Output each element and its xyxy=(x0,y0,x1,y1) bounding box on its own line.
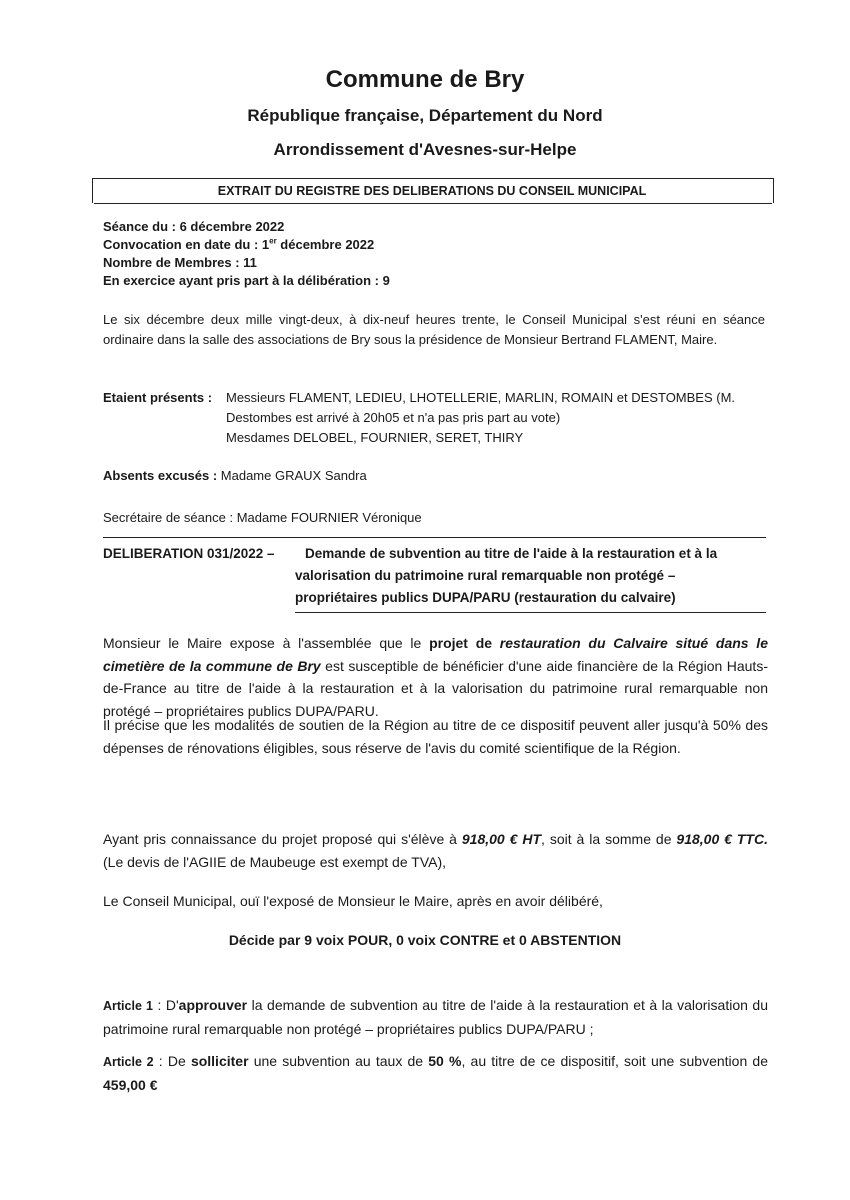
montant-ht: 918,00 € HT xyxy=(461,831,542,847)
convocation-prefix: Convocation en date du : 1 xyxy=(103,237,270,252)
absents-value: Madame GRAUX Sandra xyxy=(217,468,367,483)
deliberation-bottom-rule xyxy=(295,612,766,613)
article-1-verb: approuver xyxy=(178,997,248,1013)
deliberation-title-line-2: valorisation du patrimoine rural remarquable non protégé – xyxy=(295,568,676,583)
article-1-text-a: : D' xyxy=(152,997,179,1013)
convocation-sup: er xyxy=(269,236,277,246)
registre-underline xyxy=(94,203,772,204)
article-1 xyxy=(103,994,768,1040)
absents-label: Absents excusés : xyxy=(103,468,218,483)
article-2-label: Article 2 xyxy=(103,1055,154,1069)
deliberation-number: DELIBERATION 031/2022 – xyxy=(103,546,275,561)
montant-ttc: 918,00 € TTC. xyxy=(676,831,768,847)
presents-line-2: Destombes est arrivé à 20h05 et n'a pas pris part au vote) xyxy=(226,410,561,425)
article-2-text-a: : De xyxy=(153,1053,191,1069)
p3-text-c: , soit à la somme de xyxy=(541,831,677,847)
p1-text-a: Monsieur le Maire expose à l'assemblée que le xyxy=(103,635,430,651)
presents-line-3: Mesdames DELOBEL, FOURNIER, SERET, THIRY xyxy=(226,430,524,445)
deliberation-title-line-3: propriétaires publics DUPA/PARU (restauration du calvaire) xyxy=(295,590,676,605)
article-1-label: Article 1 xyxy=(103,999,153,1013)
article-1-text-c: la demande de subvention au titre de l'aide à la restauration et à la valorisation du patrimoine rural remarquable non protégé – propriétaires publics DUPA/PARU ; xyxy=(103,997,768,1037)
p1-text-c: restauration du Calvaire situé dans le cimetière de la commune de Bry xyxy=(103,635,768,674)
article-2-verb: solliciter xyxy=(190,1053,249,1069)
commune-title: Commune de Bry xyxy=(325,66,525,93)
p1-text-b: projet de xyxy=(429,635,500,651)
deliberation-top-rule xyxy=(103,537,766,538)
article-2-montant: 459,00 € xyxy=(103,1076,158,1093)
convocation-suffix: décembre 2022 xyxy=(276,237,375,252)
nombre-membres: Nombre de Membres : 11 xyxy=(103,255,257,270)
article-2-text-e: , au titre de ce dispositif, soit une subvention de xyxy=(461,1053,768,1069)
article-2-text-c: une subvention au taux de xyxy=(248,1053,429,1069)
p3-text-a: Ayant pris connaissance du projet proposé qui s'élève à xyxy=(103,831,462,847)
modalites-paragraph: Il précise que les modalités de soutien de la Région au titre de ce dispositif peuvent aller jusqu'à 50% des dépenses de rénovations éligibles, sous réserve de l'avis du comité scientifique de la Région. xyxy=(103,717,768,756)
secretaire-line: Secrétaire de séance : Madame FOURNIER Véronique xyxy=(103,510,422,525)
intro-paragraph: Le six décembre deux mille vingt-deux, à dix-neuf heures trente, le Conseil Municipal s'est réuni en séance ordinaire dans la salle des associations de Bry sous la présidence de Monsieur Bertrand FLAMENT, Maire. xyxy=(103,312,765,347)
deliberation-title-line-1: Demande de subvention au titre de l'aide à la restauration et à la xyxy=(305,546,718,561)
p3-text-e: (Le devis de l'AGIIE de Maubeuge est exempt de TVA), xyxy=(103,853,447,870)
membres-exercice: En exercice ayant pris part à la délibération : 9 xyxy=(103,273,390,288)
presents-line-1: Messieurs FLAMENT, LEDIEU, LHOTELLERIE, MARLIN, ROMAIN et DESTOMBES (M. xyxy=(226,390,736,405)
p1-text-d: est susceptible de bénéficier d'une aide financière de la Région Hauts-de-France au titre de l'aide à la restauration et à la valorisation du patrimoine rural remarquable non protégé – propriétaires publics DUPA/PARU. xyxy=(103,657,768,719)
montant-paragraph xyxy=(103,828,768,873)
article-2 xyxy=(103,1050,768,1096)
presents-label: Etaient présents : xyxy=(103,390,213,405)
arrondissement-subtitle: Arrondissement d'Avesnes-sur-Helpe xyxy=(273,140,577,159)
seance-date: Séance du : 6 décembre 2022 xyxy=(103,219,285,234)
convocation-date xyxy=(103,237,374,252)
article-2-taux: 50 % xyxy=(428,1053,462,1069)
absents-line xyxy=(103,468,367,483)
expose-paragraph xyxy=(103,632,768,722)
vote-result: Décide par 9 voix POUR, 0 voix CONTRE et 0 ABSTENTION xyxy=(228,932,622,948)
conseil-paragraph: Le Conseil Municipal, ouï l'exposé de Monsieur le Maire, après en avoir délibéré, xyxy=(103,893,603,909)
registre-heading: EXTRAIT DU REGISTRE DES DELIBERATIONS DU CONSEIL MUNICIPAL xyxy=(217,184,647,198)
republique-subtitle: République française, Département du Nord xyxy=(247,106,603,125)
